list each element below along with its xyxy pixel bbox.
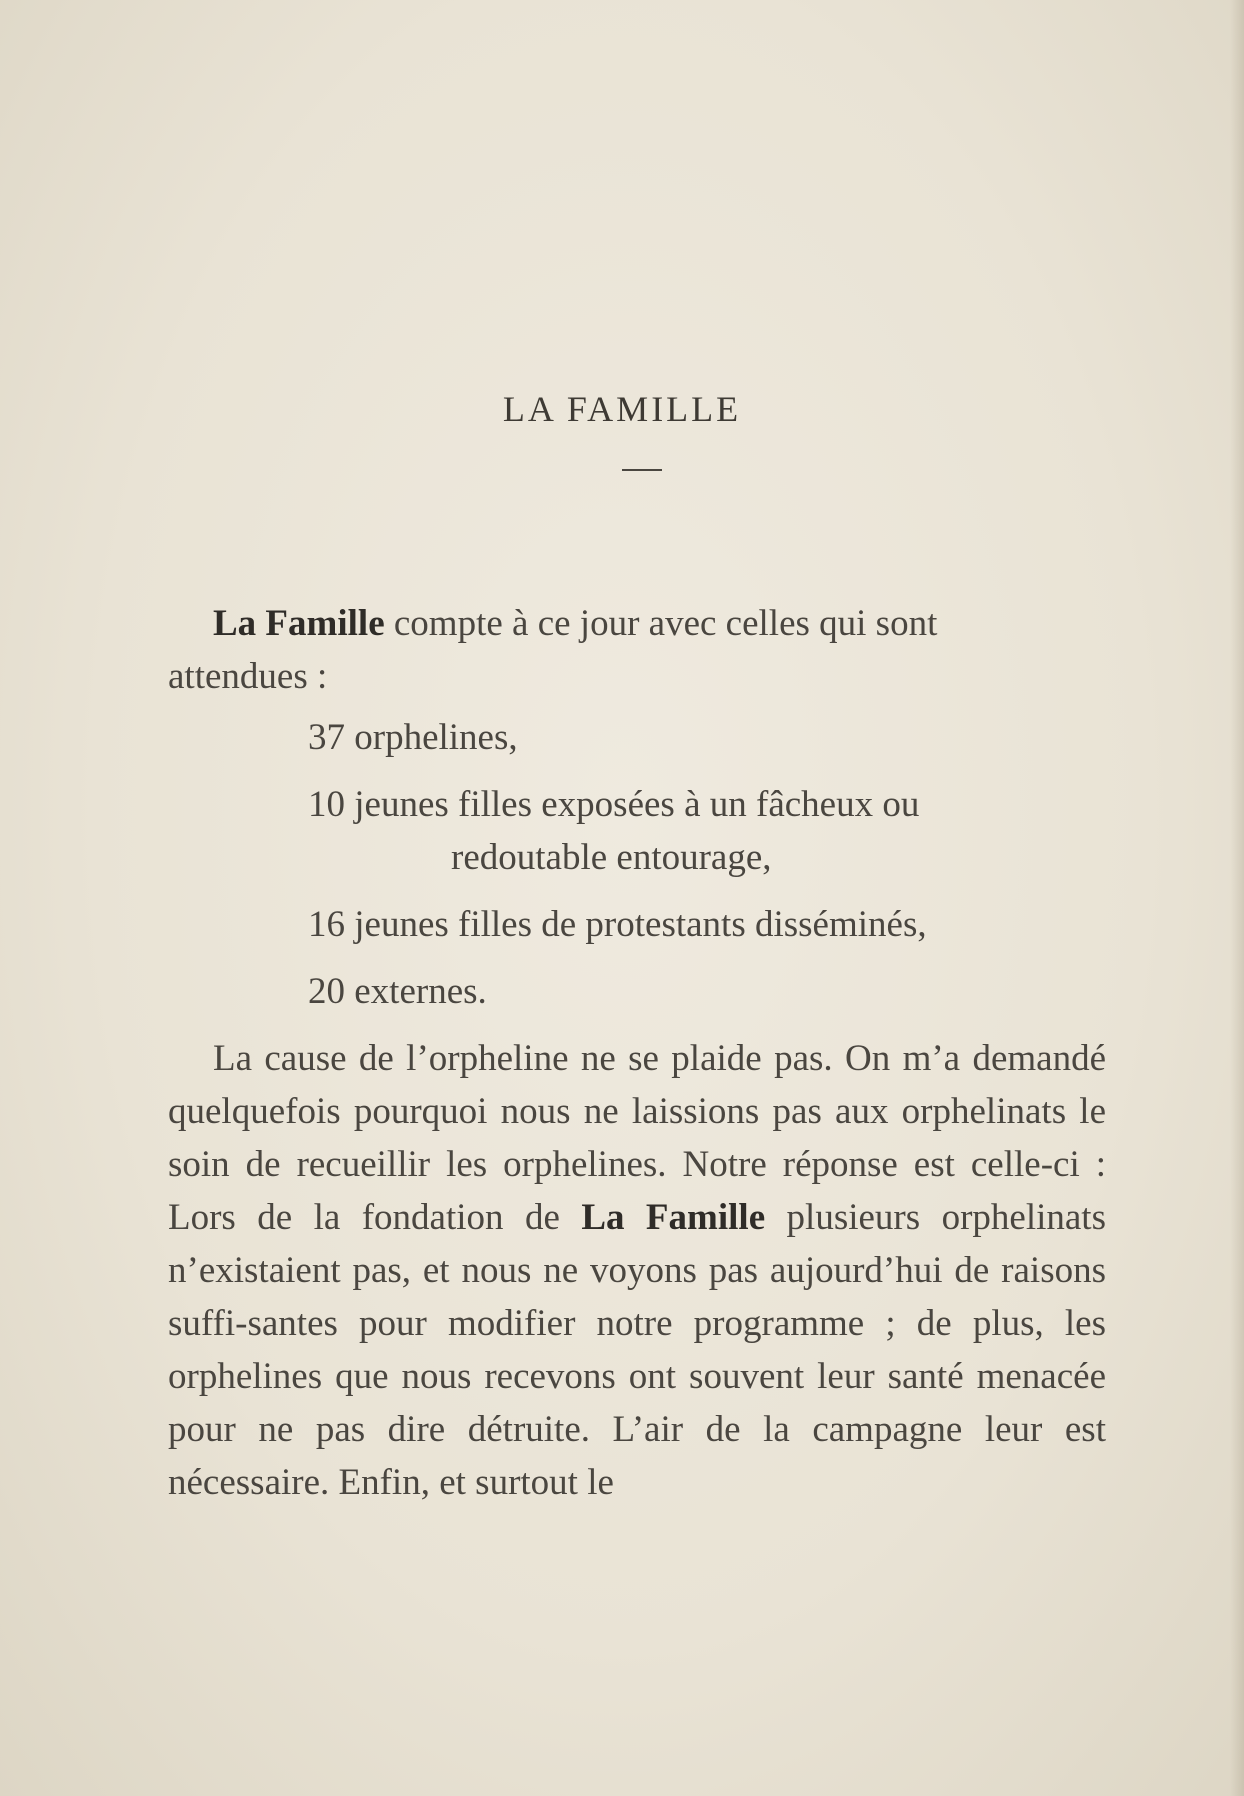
list-item: [308, 898, 1106, 951]
list-item-continuation: redoutable entourage,: [451, 837, 772, 878]
intro-text-line2: attendues :: [168, 656, 328, 697]
main-paragraph-part1: La cause de l’orpheline ne se plaide pas. On m’a demandé quelquefois pourquoi nous ne laissions pas aux orphelinats le soin de recueillir les orphelines. Notre réponse est celle-ci : Lors de la fondation de: [168, 1038, 1106, 1238]
body-text: [168, 597, 1106, 1546]
count-list: [168, 711, 1106, 1018]
main-paragraph-bold-name: La Famille: [581, 1197, 766, 1238]
list-item: [308, 965, 1106, 1018]
page-title: LA FAMILLE: [502, 389, 742, 429]
list-item-text: 20 externes.: [308, 971, 487, 1012]
list-item: [308, 778, 1106, 884]
intro-paragraph: [168, 597, 1106, 703]
main-paragraph: [168, 1032, 1106, 1509]
list-item-text: 16 jeunes filles de protestants disséminés,: [308, 904, 927, 945]
title-divider: [622, 469, 662, 471]
list-item-text: 37 orphelines,: [308, 717, 518, 758]
intro-bold-name: La Famille: [213, 603, 385, 644]
list-item: [308, 711, 1106, 764]
intro-text-line1: compte à ce jour avec celles qui sont: [384, 603, 938, 644]
main-paragraph-part2: plusieurs orphelinats n’existaient pas, et nous ne voyons pas aujourd’hui de raisons suffi-santes pour modifier notre programme ; de plus, les orphelines que nous recevons ont souvent leur santé menacée pour ne pas dire détruite. L’air de la campagne leur est nécessaire. Enfin, et surtout le: [168, 1197, 1106, 1503]
list-item-text: 10 jeunes filles exposées à un fâcheux ou: [308, 784, 920, 825]
page-edge-shadow: [1230, 0, 1244, 1796]
